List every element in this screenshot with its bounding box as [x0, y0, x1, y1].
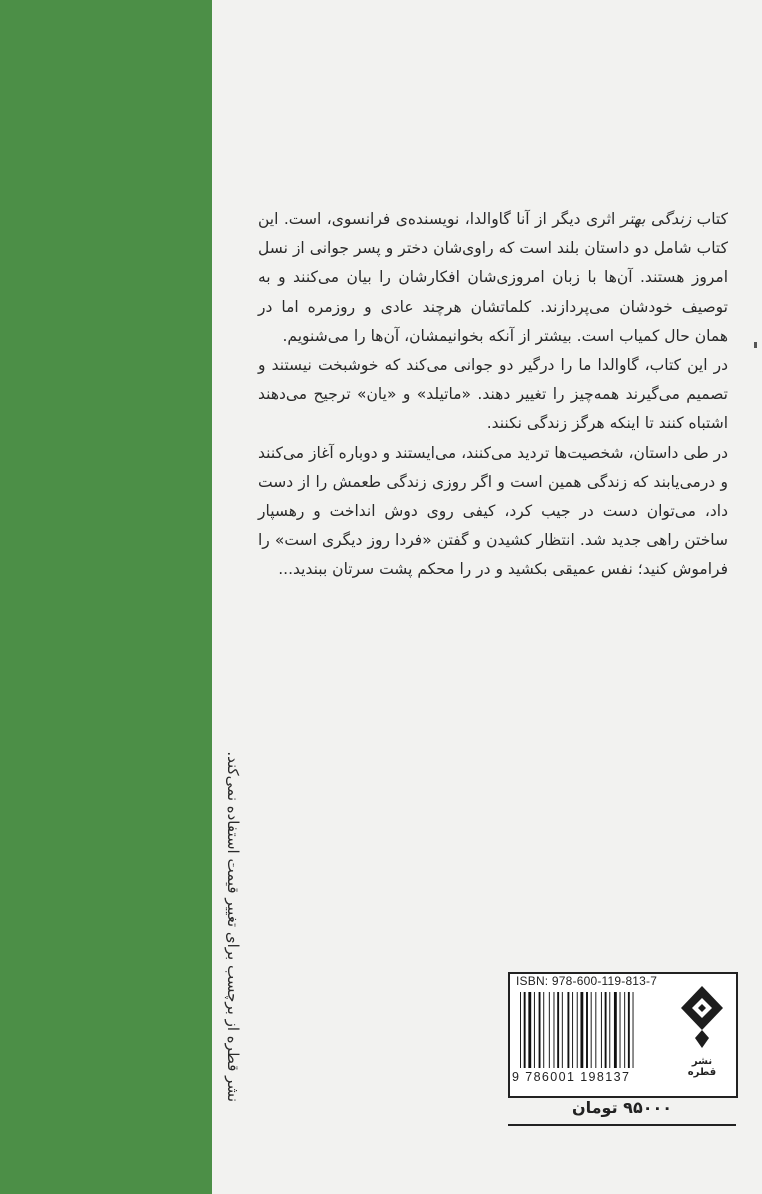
- publisher-drop-logo-icon: [679, 984, 725, 1050]
- isbn-number: ISBN: 978-600-119-813-7: [516, 974, 658, 988]
- blurb-paragraph-1: کتاب زندگی بهتر اثری دیگر از آنا گاوالدا، نویسنده‌ی فرانسوی، است. این کتاب شامل دو داستان بلند است که راوی‌شان دختر و پسر جوانی از نسل امروز هستند. آن‌ها با زبان امروزی‌شان افکارشان را بیان می‌کنند و به توصیف خودشان می‌پردازند. کلماتشان هرچند عادی و روزمره اما در همان حال کمیاب است. بیشتر از آنکه بخوانیمشان، آن‌ها را می‌شنویم.: [258, 210, 728, 345]
- price: ۹۵۰۰۰ تومان: [571, 1098, 672, 1117]
- publisher-logo: [676, 984, 728, 1080]
- book-title: زندگی بهتر: [620, 210, 692, 228]
- barcode-icon: [518, 992, 668, 1068]
- barcode-digits: 9 786001 198137: [512, 1070, 631, 1084]
- blurb-paragraph-2: در این کتاب، گاوالدا ما را درگیر دو جوانی می‌کند که خوشبخت نیستند و تصمیم می‌گیرند همه‌چیز را تغییر دهند. «ماتیلد» و «یان» ترجیح می‌دهند اشتباه کنند تا اینکه هرگز زندگی نکنند.: [258, 356, 728, 433]
- blurb-text: [258, 205, 728, 585]
- price-label-note: نشر قطره از برچسب برای تغییر قیمت استفاده نمی‌کند.: [224, 751, 242, 1102]
- paper-mark: [754, 342, 757, 348]
- blurb-paragraph-3: در طی داستان، شخصیت‌ها تردید می‌کنند، می‌ایستند و دوباره آغاز می‌کنند و درمی‌یابند که زندگی همین است و اگر روزی زندگی طعمش را از دست داد، می‌توان دست در جیب کرد، کیفی روی دوش انداخت و رهسپار ساختن راهی جدید شد. انتظار کشیدن و گفتن «فردا روز دیگری است» را فراموش کنید؛ نفس عمیقی بکشید و در را محکم پشت سرتان ببندید...: [258, 443, 728, 579]
- publisher-name: نشر قطره: [687, 1056, 717, 1078]
- green-spine: [0, 0, 212, 1194]
